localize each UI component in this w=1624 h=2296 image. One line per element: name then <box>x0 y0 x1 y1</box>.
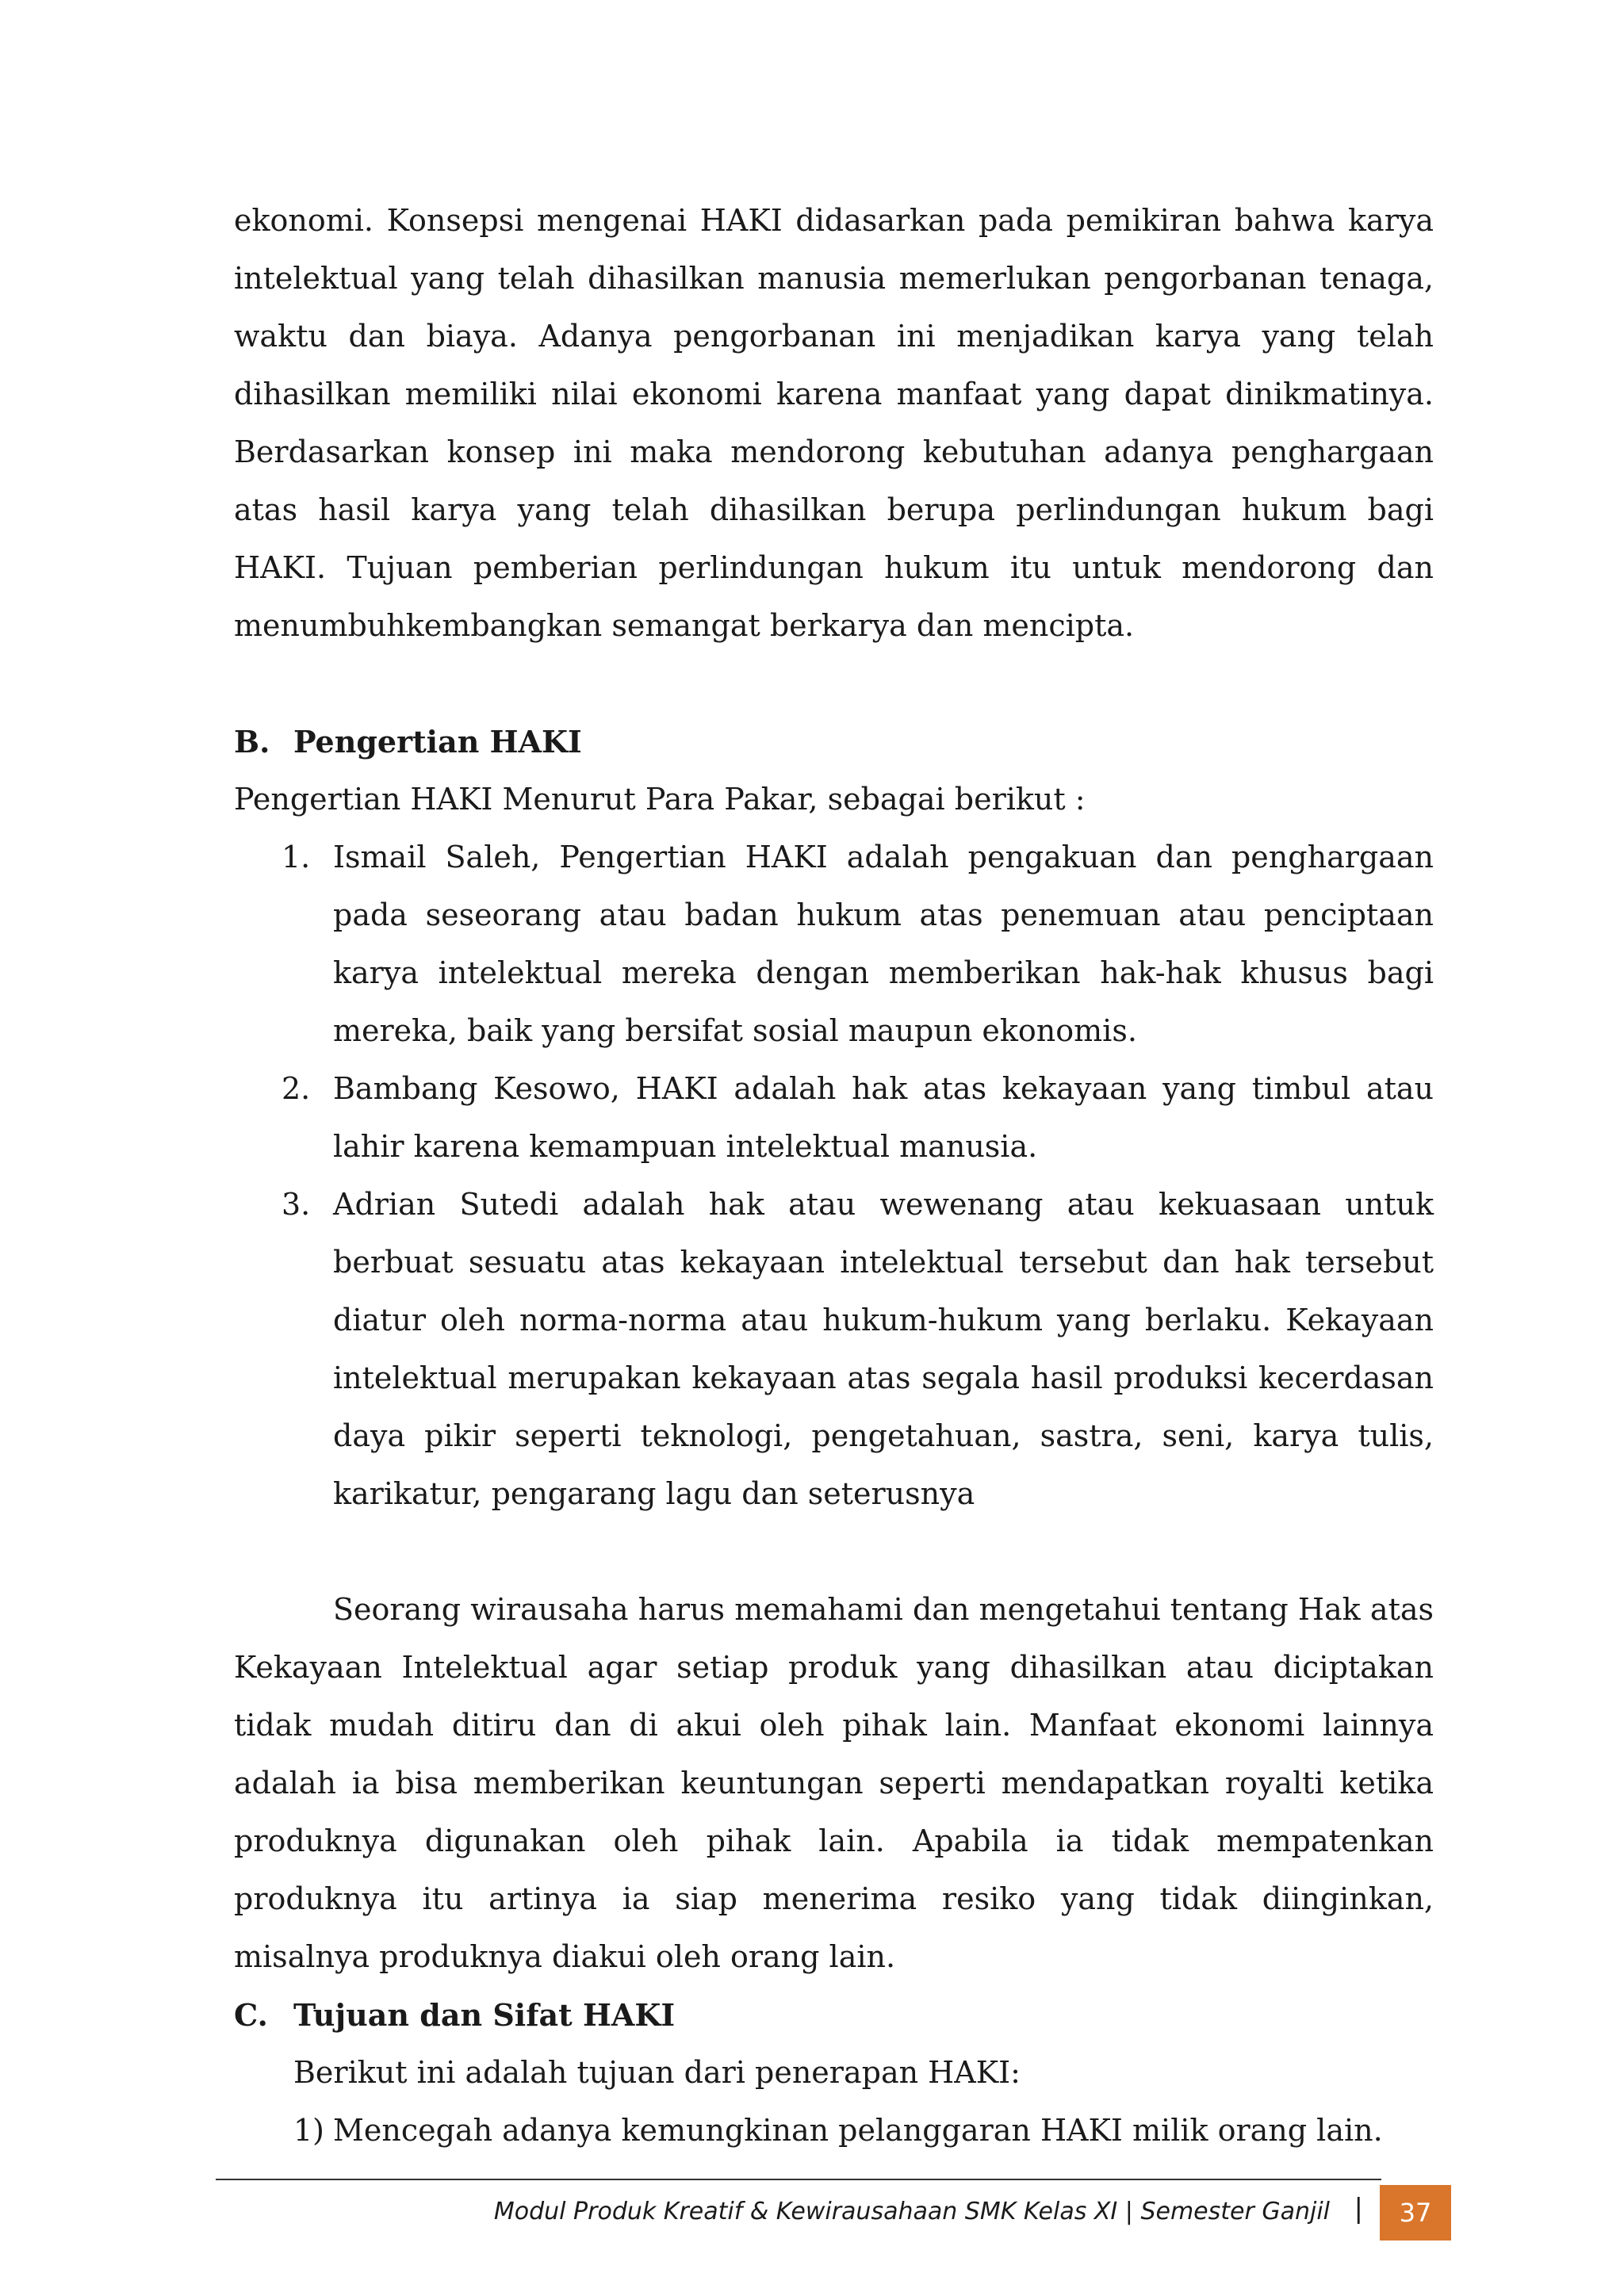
page-number: 37 <box>1399 2198 1432 2228</box>
spacer <box>234 655 1434 713</box>
page-number-badge <box>1380 2185 1451 2241</box>
section-c-letter: C. <box>234 1997 268 2033</box>
section-b-title: Pengertian HAKI <box>293 724 582 760</box>
list-item-text: Bambang Kesowo, HAKI adalah hak atas kekayaan yang timbul atau lahir karena kemampuan intelektual manusia. <box>333 1071 1434 1164</box>
list-item <box>234 2102 1434 2160</box>
section-c-intro: Berikut ini adalah tujuan dari penerapan HAKI: <box>293 2055 1021 2090</box>
page-footer <box>216 2179 1457 2242</box>
list-item <box>234 828 1434 1060</box>
footer-separator: | <box>1354 2193 1363 2225</box>
footer-title <box>494 2198 1330 2225</box>
section-b-list <box>234 828 1434 1523</box>
list-item-number: 1. <box>282 840 311 874</box>
list-item <box>234 1176 1434 1523</box>
section-b-letter: B. <box>234 724 270 760</box>
spacer <box>234 1523 1434 1581</box>
list-item-text: Ismail Saleh, Pengertian HAKI adalah pengakuan dan penghargaan pada seseorang atau badan hukum atas penemuan atau penciptaan karya intelektual mereka dengan memberikan hak-hak khusus bagi mereka, baik yang bersifat sosial maupun ekonomis. <box>333 840 1434 1048</box>
section-c-title: Tujuan dan Sifat HAKI <box>293 1997 676 2033</box>
paragraph-top: ekonomi. Konsepsi mengenai HAKI didasarkan pada pemikiran bahwa karya intelektual yang telah dihasilkan manusia memerlukan pengorbanan tenaga, waktu dan biaya. Adanya pengorbanan ini menjadikan karya yang telah dihasilkan memiliki nilai ekonomi karena manfaat yang dapat dinikmatinya. Berdasarkan konsep ini maka mendorong kebutuhan adanya penghargaan atas hasil karya yang telah dihasilkan berupa perlindungan hukum bagi HAKI. Tujuan pemberian perlindungan hukum itu untuk mendorong dan menumbuhkembangkan semangat berkarya dan mencipta. <box>234 203 1434 643</box>
section-b-intro: Pengertian HAKI Menurut Para Pakar, sebagai berikut : <box>234 782 1086 817</box>
list-item-number: 2. <box>282 1071 311 1106</box>
paragraph-middle: Seorang wirausaha harus memahami dan mengetahui tentang Hak atas Kekayaan Intelektual agar setiap produk yang dihasilkan atau diciptakan tidak mudah ditiru dan di akui oleh pihak lain. Manfaat ekonomi lainnya adalah ia bisa memberikan keuntungan seperti mendapatkan royalti ketika produknya digunakan oleh pihak lain. Apabila ia tidak mempatenkan produknya itu artinya ia siap menerima resiko yang tidak diinginkan, misalnya produknya diakui oleh orang lain. <box>234 1592 1434 1974</box>
list-item-number: 1) <box>293 2113 325 2148</box>
list-item-text: Mencegah adanya kemungkinan pelanggaran HAKI milik orang lain. <box>333 2113 1383 2148</box>
list-item <box>234 1060 1434 1176</box>
footer-title-text: Modul Produk Kreatif & Kewirausahaan SMK Kelas XI | Semester Ganjil <box>493 2198 1330 2225</box>
footer-divider <box>216 2179 1381 2180</box>
section-b-heading <box>234 713 1434 771</box>
page-content <box>234 192 1434 2160</box>
list-item-number: 3. <box>282 1187 311 1222</box>
section-c-heading <box>234 1986 1434 2044</box>
list-item-text: Adrian Sutedi adalah hak atau wewenang atau kekuasaan untuk berbuat sesuatu atas kekayaan intelektual tersebut dan hak tersebut diatur oleh norma-norma atau hukum-hukum yang berlaku. Kekayaan intelektual merupakan kekayaan atas segala hasil produksi kecerdasan daya pikir seperti teknologi, pengetahuan, sastra, seni, karya tulis, karikatur, pengarang lagu dan seterusnya <box>333 1187 1434 1511</box>
